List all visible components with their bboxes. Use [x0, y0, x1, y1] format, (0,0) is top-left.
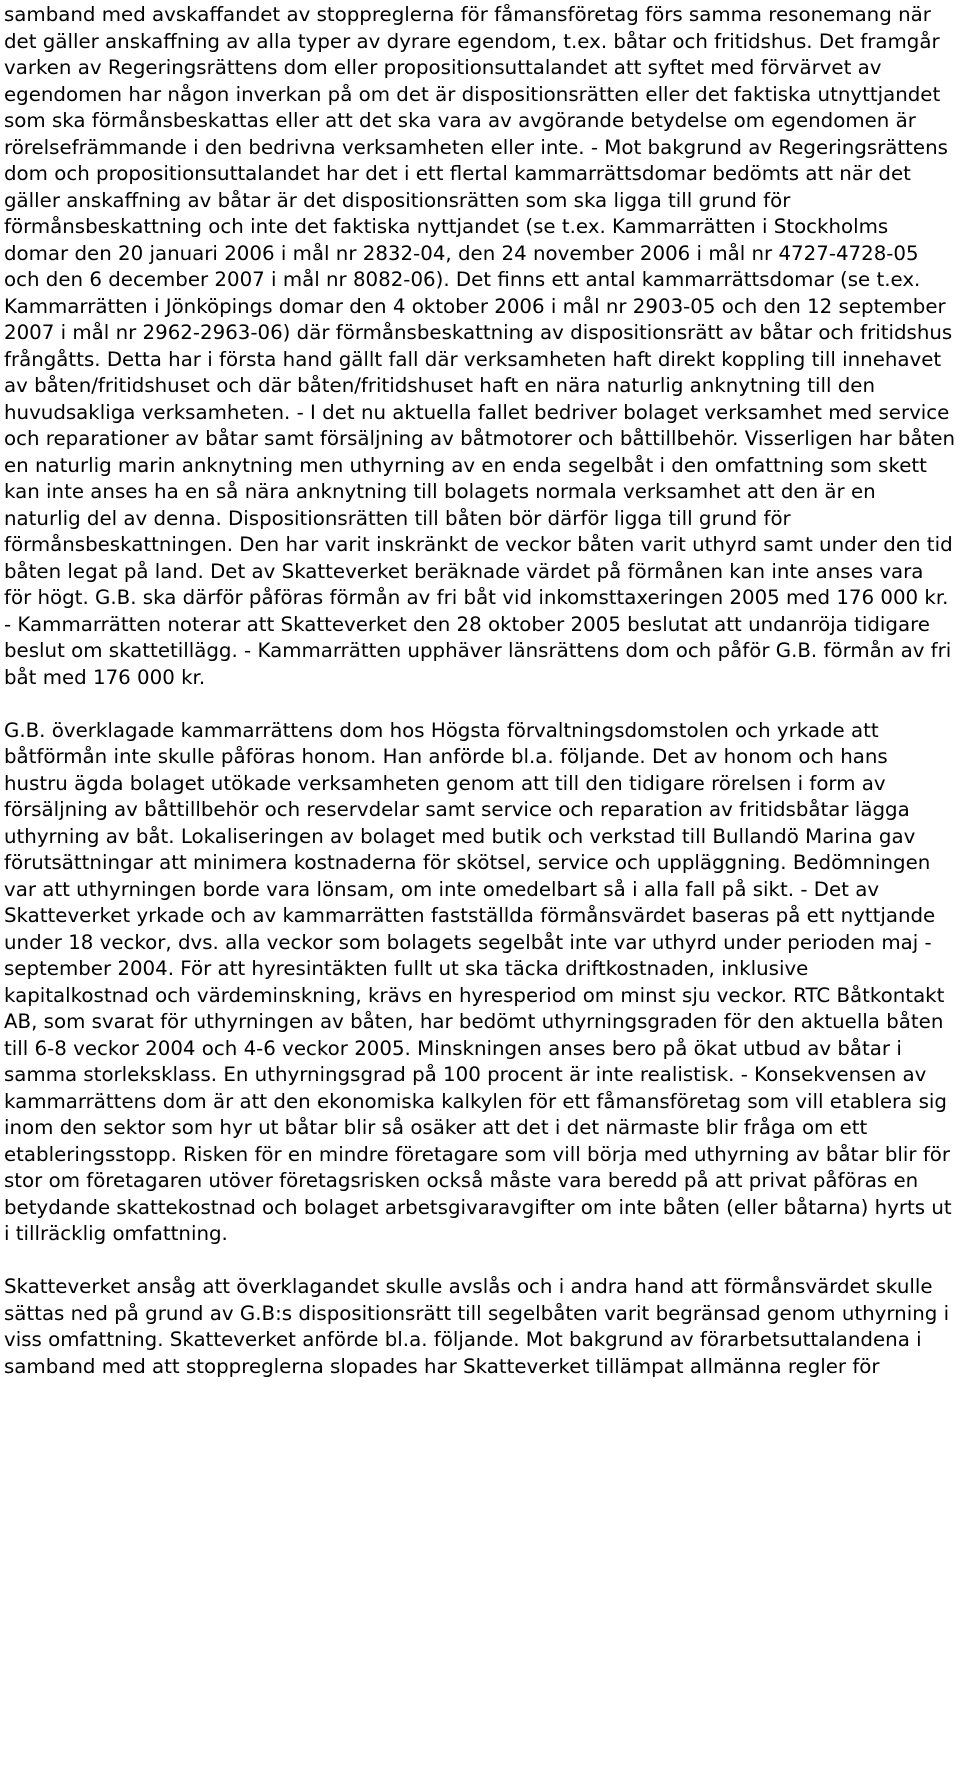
document-paragraph: G.B. överklagade kammarrättens dom hos Högsta förvaltningsdomstolen och yrkade att båtförmån inte skulle påföras honom. Han anförde bl.a. följande. Det av honom och hans hustru ägda bolaget utökade verksamheten genom att till den tidigare rörelsen i form av försäljning av båttillbehör och reservdelar samt service och reparation av fritidsbåtar lägga uthyrning av båt. Lokaliseringen av bolaget med butik och verkstad till Bullandö Marina gav förutsättningar att minimera kostnaderna för skötsel, service och uppläggning. Bedömningen var att uthyrningen borde vara lönsam, om inte omedelbart så i alla fall på sikt. - Det av Skatteverket yrkade och av kammarrätten fastställda förmånsvärdet baseras på ett nyttjande under 18 veckor, dvs. alla veckor som bolagets segelbåt inte var uthyrd under perioden maj - september 2004. För att hyresintäkten fullt ut ska täcka driftkostnaden, inklusive kapitalkostnad och värdeminskning, krävs en hyresperiod om minst sju veckor. RTC Båtkontakt AB, som svarat för uthyrningen av båten, har bedömt uthyrningsgraden för den aktuella båten till 6-8 veckor 2004 och 4-6 veckor 2005. Minskningen anses bero på ökat utbud av båtar i samma storleksklass. En uthyrningsgrad på 100 procent är inte realistisk. - Konsekvensen av kammarrättens dom är att den ekonomiska kalkylen för ett fåmansföretag som vill etablera sig inom den sektor som hyr ut båtar blir så osäker att det i det närmaste blir fråga om ett etableringsstopp. Risken för en mindre företagare som vill börja med uthyrning av båtar blir för stor om företagaren utöver företagsrisken också måste vara beredd på att privat påföras en betydande skattekostnad och bolaget arbetsgivaravgifter om inte båten (eller båtarna) hyrts ut i tillräcklig omfattning. — [4, 718, 952, 1245]
document-paragraph: Skatteverket ansåg att överklagandet skulle avslås och i andra hand att förmånsvärdet skulle sättas ned på grund av G.B:s dispositionsrätt till segelbåten varit begränsad genom uthyrning i viss omfattning. Skatteverket anförde bl.a. följande. Mot bakgrund av förarbetsuttalandena i samband med att stoppreglerna slopades har Skatteverket tillämpat allmänna regler för — [4, 1275, 950, 1378]
document-paragraph: samband med avskaffandet av stoppreglerna för fåmansföretag förs samma resonemang när det gäller anskaffning av alla typer av dyrare egendom, t.ex. båtar och fritidshus. Det framgår varken av Regeringsrättens dom eller propositionsuttalandet att syftet med förvärvet av egendomen har någon inverkan på om det är dispositionsrätten eller det faktiska utnyttjandet som ska förmånsbeskattas eller att det ska vara av avgörande betydelse om egendomen är rörelsefrämmande i den bedrivna verksamheten eller inte. - Mot bakgrund av Regeringsrättens dom och propositionsuttalandet har det i ett flertal kammarrättsdomar bedömts att när det gäller anskaffning av båtar är det dispositionsrätten som ska ligga till grund för förmånsbeskattning och inte det faktiska nyttjandet (se t.ex. Kammarrätten i Stockholms domar den 20 januari 2006 i mål nr 2832-04, den 24 november 2006 i mål nr 4727-4728-05 och den 6 december 2007 i mål nr 8082-06). Det finns ett antal kammarrättsdomar (se t.ex. Kammarrätten i Jönköpings domar den 4 oktober 2006 i mål nr 2903-05 och den 12 september 2007 i mål nr 2962-2963-06) där förmånsbeskattning av dispositionsrätt av båtar och fritidshus frångåtts. Detta har i första hand gällt fall där verksamheten haft direkt koppling till innehavet av båten/fritidshuset och där båten/fritidshuset haft en nära naturlig anknytning till den huvudsakliga verksamheten. - I det nu aktuella fallet bedriver bolaget verksamhet med service och reparationer av båtar samt försäljning av båtmotorer och båttillbehör. Visserligen har båten en naturlig marin anknytning men uthyrning av en enda segelbåt i den omfattning som skett kan inte anses ha en så nära anknytning till bolagets normala verksamhet att den är en naturlig del av denna. Dispositionsrätten till båten bör därför ligga till grund för förmånsbeskattningen. Den har varit inskränkt de veckor båten varit uthyrd samt under den tid båten legat på land. Det av Skatteverket beräknade värdet på förmånen kan inte anses vara för högt. G.B. ska därför påföras förmån av fri båt vid inkomsttaxeringen 2005 med 176 000 kr. - Kammarrätten noterar att Skatteverket den 28 oktober 2005 beslutat att undanröja tidigare beslut om skattetillägg. - Kammarrätten upphäver länsrättens dom och påför G.B. förmån av fri båt med 176 000 kr. — [4, 3, 956, 689]
